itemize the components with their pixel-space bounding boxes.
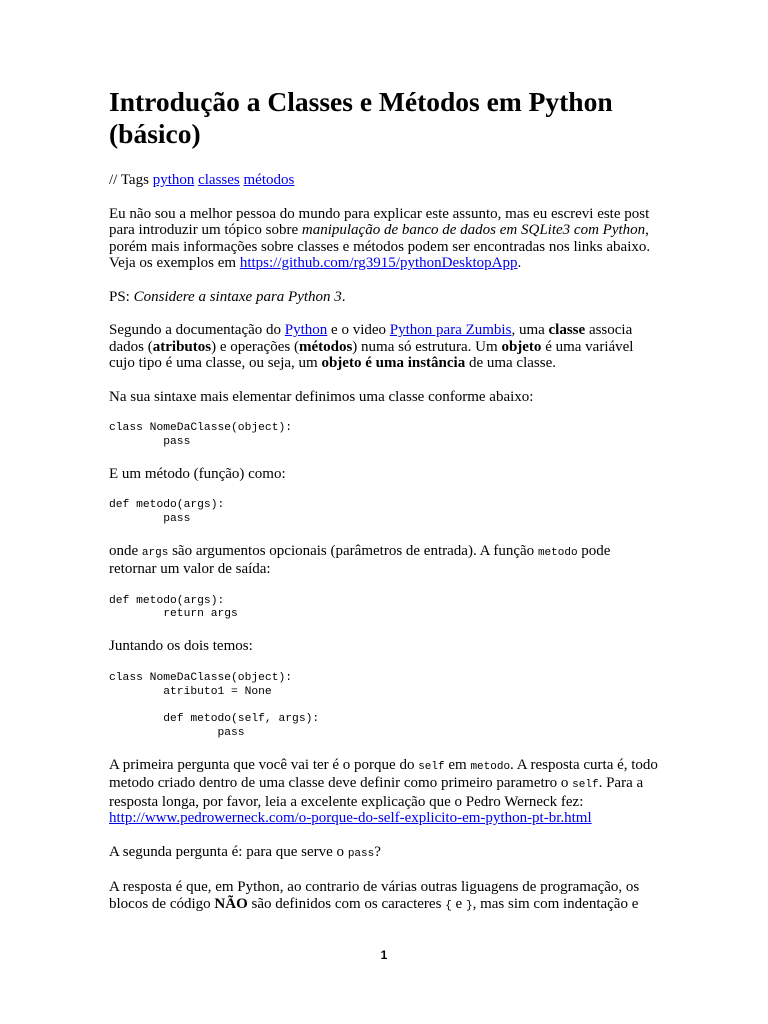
pass-question-paragraph [109, 844, 661, 863]
text: A segunda pergunta é: para que serve o [109, 843, 348, 860]
text: . Para a resposta longa, por favor, leia a excelente explicação que o Pedro Werneck fez: [109, 775, 644, 810]
python-docs-link[interactable]: Python [284, 322, 328, 338]
python-para-zumbis-link[interactable]: Python para Zumbis [389, 322, 512, 338]
method-paragraph: E um método (função) como: [109, 465, 286, 482]
text: ) e operações ( [211, 338, 299, 355]
indentation-paragraph [109, 879, 661, 914]
joining-paragraph: Juntando os dois temos: [109, 638, 253, 655]
text: , mas sim com indentação e [472, 895, 639, 912]
document-page [109, 86, 661, 931]
code-block-method: def metodo(args): pass [109, 499, 225, 525]
intro-paragraph [109, 206, 661, 272]
text: associa dados ( [109, 322, 633, 355]
emphasis-text: Considere a sintaxe para Python 3 [133, 288, 342, 305]
code-block-return: def metodo(args): return args [109, 594, 238, 621]
args-paragraph [109, 543, 661, 578]
self-paragraph [109, 757, 661, 827]
bold-text: métodos [298, 338, 353, 355]
inline-code: { [445, 899, 452, 912]
text: são definidos com os caracteres [247, 895, 446, 912]
ps-paragraph [109, 289, 661, 306]
text: PS: [109, 288, 134, 305]
text: e o video [327, 322, 390, 338]
tag-link-classes[interactable]: classes [198, 172, 240, 188]
bold-text: objeto [501, 338, 542, 355]
bold-text: objeto é uma instância [321, 355, 466, 371]
inline-code: metodo [470, 760, 511, 773]
text: . A resposta curta é, todo metodo criado dentro de uma classe deve definir como primeiro parametro o [109, 756, 658, 792]
inline-code: self [572, 779, 599, 792]
text: de uma classe. [465, 355, 557, 371]
text: é uma variável cujo tipo é uma classe, ou seja, um [109, 338, 634, 371]
tags-prefix: // Tags [109, 172, 149, 188]
page-title: Introdução a Classes e Métodos em Python (básico) [109, 86, 613, 149]
inline-code: args [141, 546, 169, 559]
inline-code: metodo [537, 546, 578, 559]
inline-code: pass [347, 847, 375, 860]
text: A primeira pergunta que você vai ter é o porque do [109, 756, 419, 773]
text: . [517, 255, 522, 271]
text: são argumentos opcionais (parâmetros de entrada). A função [168, 542, 538, 559]
text: pode retornar um valor de saída: [109, 542, 611, 578]
text: Eu não sou a melhor pessoa do mundo para explicar este assunto, mas eu escrevi este post para introduzir um tópico sobre [109, 205, 650, 238]
text: , uma [511, 322, 549, 338]
text: onde [109, 542, 142, 559]
tag-link-metodos[interactable]: métodos [243, 172, 295, 188]
bold-text: NÃO [214, 895, 248, 912]
bold-text: classe [548, 322, 586, 338]
code-block-class: class NomeDaClasse(object): pass [109, 422, 293, 448]
text: ) numa só estrutura. Um [352, 338, 502, 355]
syntax-paragraph: Na sua sintaxe mais elementar definimos uma classe conforme abaixo: [109, 388, 534, 405]
tag-link-python[interactable]: python [152, 172, 195, 188]
text: Segundo a documentação do [109, 322, 285, 338]
inline-code: self [418, 760, 445, 773]
tags-line [109, 172, 661, 189]
text: e [451, 895, 466, 912]
bold-text: atributos [152, 338, 212, 355]
code-block-combined: class NomeDaClasse(object): atributo1 = None def metodo(self, args): pass [109, 671, 320, 739]
text: ? [374, 843, 381, 860]
emphasis-text: manipulação de banco de dados em SQLite3 com Python [301, 222, 646, 238]
text: , porém mais informações sobre classes e métodos podem ser encontradas nos links abaixo. Veja os exemplos em [109, 222, 651, 271]
text: . [341, 288, 346, 305]
inline-code: } [465, 899, 473, 912]
page-number: 1 [380, 948, 388, 962]
definition-paragraph [109, 322, 661, 372]
text: em [444, 756, 471, 773]
text: A resposta é que, em Python, ao contrario de várias outras liguagens de programação, os blocos de código [109, 879, 640, 912]
pedrowerneck-link[interactable]: http://www.pedrowerneck.com/o-porque-do-self-explicito-em-python-pt-br.html [109, 810, 592, 827]
github-link[interactable]: https://github.com/rg3915/pythonDesktopApp [239, 255, 518, 271]
